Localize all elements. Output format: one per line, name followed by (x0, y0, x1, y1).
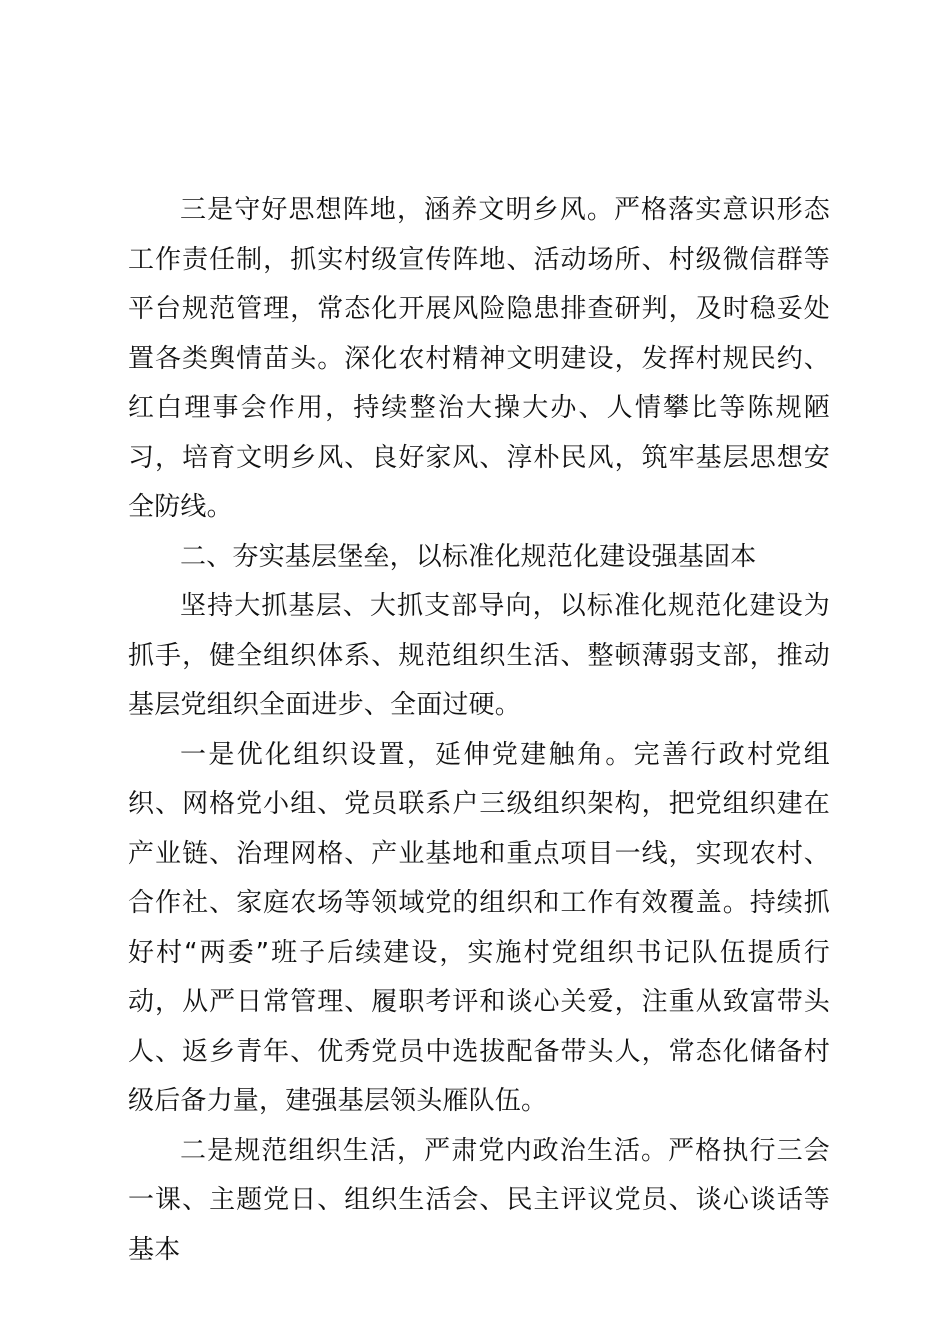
paragraph-organization-life: 二是规范组织生活，严肃党内政治生活。严格执行三会一课、主题党日、组织生活会、民主评议党员、谈心谈话等基本 (128, 1135, 830, 1265)
document-body (128, 186, 830, 1275)
section-heading-two: 二、夯实基层堡垒，以标准化规范化建设强基固本 (180, 541, 757, 572)
paragraph-organization-setup: 一是优化组织设置，延伸党建触角。完善行政村党组织、网格党小组、党员联系户三级组织架构，把党组织建在产业链、治理网格、产业基地和重点项目一线，实现农村、合作社、家庭农场等领域党的组织和工作有效覆盖。持续抓好村“两委”班子后续建设，实施村党组织书记队伍提质行动，从严日常管理、履职考评和谈心关爱，注重从致富带头人、返乡青年、优秀党员中选拔配备带头人，常态化储备村级后备力量，建强基层领头雁队伍。 (128, 739, 830, 1116)
paragraph-section-intro: 坚持大抓基层、大抓支部导向，以标准化规范化建设为抓手，健全组织体系、规范组织生活、整顿薄弱支部，推动基层党组织全面进步、全面过硬。 (128, 591, 830, 720)
paragraph-thought-position: 三是守好思想阵地，涵养文明乡风。严格落实意识形态工作责任制，抓实村级宣传阵地、活动场所、村级微信群等平台规范管理，常态化开展风险隐患排查研判，及时稳妥处置各类舆情苗头。深化农村精神文明建设，发挥村规民约、红白理事会作用，持续整治大操大办、人情攀比等陈规陋习，培育文明乡风、良好家风、淳朴民风，筑牢基层思想安全防线。 (128, 195, 830, 522)
